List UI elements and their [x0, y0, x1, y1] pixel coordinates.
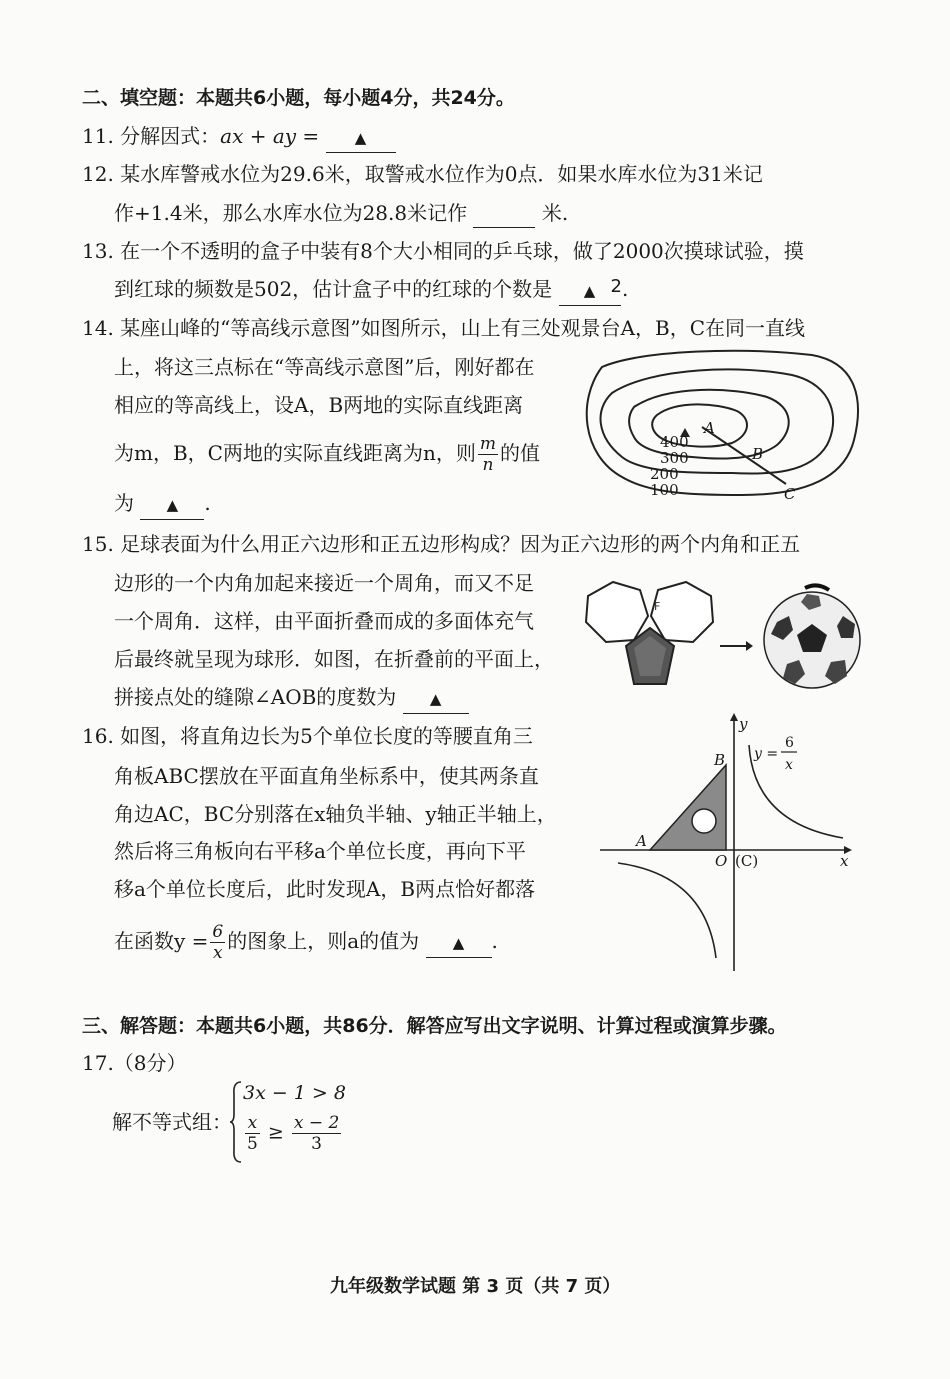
- graph-func-den: x: [785, 757, 793, 773]
- point-label-b: B: [752, 445, 764, 463]
- graph-a-label: A: [636, 832, 647, 850]
- graph-func-num: 6: [785, 735, 794, 751]
- q11-answer-mark: ▲: [354, 129, 367, 147]
- q17-inequality-2: [243, 1113, 343, 1154]
- q16-line3: 角边AC，BC分别落在x轴负半轴、y轴正半轴上，: [114, 802, 557, 826]
- q13-line1: 13. 在一个不透明的盒子中装有8个大小相同的乒乓球，做了2000次摸球试验，摸: [82, 239, 804, 263]
- q14-frac-num: m: [479, 434, 496, 454]
- graph-y-label: y: [739, 715, 748, 733]
- section2-title: 二、填空题：本题共6小题，每小题4分，共24分。: [82, 87, 515, 109]
- q16-frac-num: 6: [212, 922, 224, 942]
- question-15-line5: [114, 683, 469, 714]
- q14-line5: 为: [114, 491, 134, 515]
- question-14-line5: 为 ▲ .: [114, 489, 211, 520]
- question-14-line4: [114, 434, 540, 475]
- q13-answer-mark: ▲: [583, 282, 596, 300]
- q15-line4: 后最终就呈现为球形．如图，在折叠前的平面上，: [114, 647, 554, 671]
- q17-ineq2-rden: 3: [311, 1134, 322, 1154]
- q17-ineq2-op: ≥: [267, 1121, 284, 1144]
- graph-x-label: x: [840, 852, 849, 870]
- q17-ineq2-left: [245, 1113, 260, 1154]
- q17-inequality-1: 3x − 1 > 8: [243, 1082, 346, 1104]
- q15-line2: 边形的一个内角加起来接近一个周角，而又不足: [114, 571, 534, 595]
- contour-map-figure: [572, 345, 867, 510]
- q17-ineq2-right: [292, 1113, 341, 1154]
- q14-answer-blank: [140, 489, 204, 520]
- arrow-right-icon: [718, 638, 754, 654]
- question-12-line2: [114, 199, 568, 228]
- q16-line4: 然后将三角板向右平移a个单位长度，再向下平: [114, 839, 526, 863]
- contour-label-200: 200: [650, 465, 679, 483]
- polygon-net-figure: [578, 576, 723, 696]
- q14-line4a: 为m，B，C两地的实际直线距离为n，则: [114, 441, 476, 465]
- q15-line5: 拼接点处的缝隙∠AOB的度数为: [114, 685, 397, 709]
- q14-frac-den: n: [482, 455, 494, 475]
- q12-line2b: 米.: [541, 201, 569, 225]
- question-13-line2: 到红球的频数是502，估计盒子中的红球的个数是 ▲ 2.: [114, 275, 628, 306]
- q16-line5: 移a个单位长度后，此时发现A，B两点恰好都落: [114, 877, 536, 901]
- q14-line2: 上，将这三点标在“等高线示意图”后，刚好都在: [114, 355, 535, 379]
- q15-answer-mark: ▲: [429, 690, 442, 708]
- graph-origin-label: O: [715, 852, 728, 870]
- q16-frac-den: x: [213, 943, 223, 963]
- point-label-c: C: [784, 485, 796, 503]
- q17-prompt: 解不等式组：: [112, 1110, 232, 1134]
- point-label-a: A: [704, 419, 715, 437]
- q11-text: 11. 分解因式：: [82, 124, 221, 148]
- q16-fraction: [210, 922, 225, 963]
- triangle-abc: [650, 765, 726, 850]
- graph-func-label: y =: [754, 746, 779, 762]
- q11-answer-blank: [326, 122, 396, 153]
- q12-line2a: 作+1.4米，那么水库水位为28.8米记作: [114, 201, 468, 225]
- question-16-line6: 在函数y = $\frac{6}{x}$ 的图象上，则a的值为 ▲ .: [114, 922, 498, 963]
- q15-line3: 一个周角．这样，由平面折叠而成的多面体充气: [114, 609, 534, 633]
- question-11: [82, 122, 396, 153]
- q14-line3: 相应的等高线上，设A，B两地的实际直线距离: [114, 393, 524, 417]
- q16-answer-mark: ▲: [452, 934, 465, 952]
- graph-c-label: (C): [735, 852, 759, 870]
- graph-b-label: B: [714, 751, 726, 769]
- q12-answer-blank: [473, 199, 535, 228]
- soccer-ball-icon: [757, 582, 867, 692]
- q17-ineq2-rnum: x − 2: [293, 1113, 340, 1133]
- q16-answer-blank: [426, 927, 492, 958]
- q16-line2: 角板ABC摆放在平面直角坐标系中，使其两条直: [114, 764, 539, 788]
- q14-answer-mark: ▲: [166, 496, 179, 514]
- coordinate-graph-figure: [598, 713, 856, 975]
- contour-label-400: 400: [660, 433, 689, 451]
- q13-handwritten-mark: 2: [610, 276, 622, 297]
- q15-answer-blank: [403, 683, 469, 714]
- q14-line1: 14. 某座山峰的“等高线示意图”如图所示，山上有三处观景台A，B，C在同一直线: [82, 316, 806, 340]
- q17-ineq2-lden: 5: [247, 1134, 258, 1154]
- contour-label-100: 100: [650, 481, 679, 499]
- q16-line6b: 的图象上，则a的值为: [227, 929, 420, 953]
- q14-line4b: 的值: [499, 441, 540, 465]
- q14-fraction: [478, 434, 498, 475]
- page-footer: 九年级数学试题 第 3 页（共 7 页）: [330, 1276, 621, 1297]
- q16-line6a: 在函数y =: [114, 929, 209, 953]
- q13-line2: 到红球的频数是502，估计盒子中的红球的个数是: [114, 277, 553, 301]
- q17-ineq2-lnum: x: [245, 1113, 260, 1134]
- q16-line1: 16. 如图，将直角边长为5个单位长度的等腰直角三: [82, 724, 533, 748]
- q15-line1: 15. 足球表面为什么用正六边形和正五边形构成？因为正六边形的两个内角和正五: [82, 532, 801, 556]
- system-brace-icon: [229, 1080, 243, 1164]
- hyperbola-q3: [618, 863, 716, 958]
- q17-header: 17.（8分）: [82, 1051, 187, 1075]
- section3-title: 三、解答题：本题共6小题，共86分．解答应写出文字说明、计算过程或演算步骤。: [82, 1015, 787, 1037]
- q11-expr: ax + ay =: [220, 124, 320, 148]
- figure-label-f: F: [654, 600, 661, 613]
- q12-line1: 12. 某水库警戒水位为29.6米，取警戒水位作为0点．如果水库水位为31米记: [82, 162, 763, 186]
- contour-label-300: 300: [660, 449, 689, 467]
